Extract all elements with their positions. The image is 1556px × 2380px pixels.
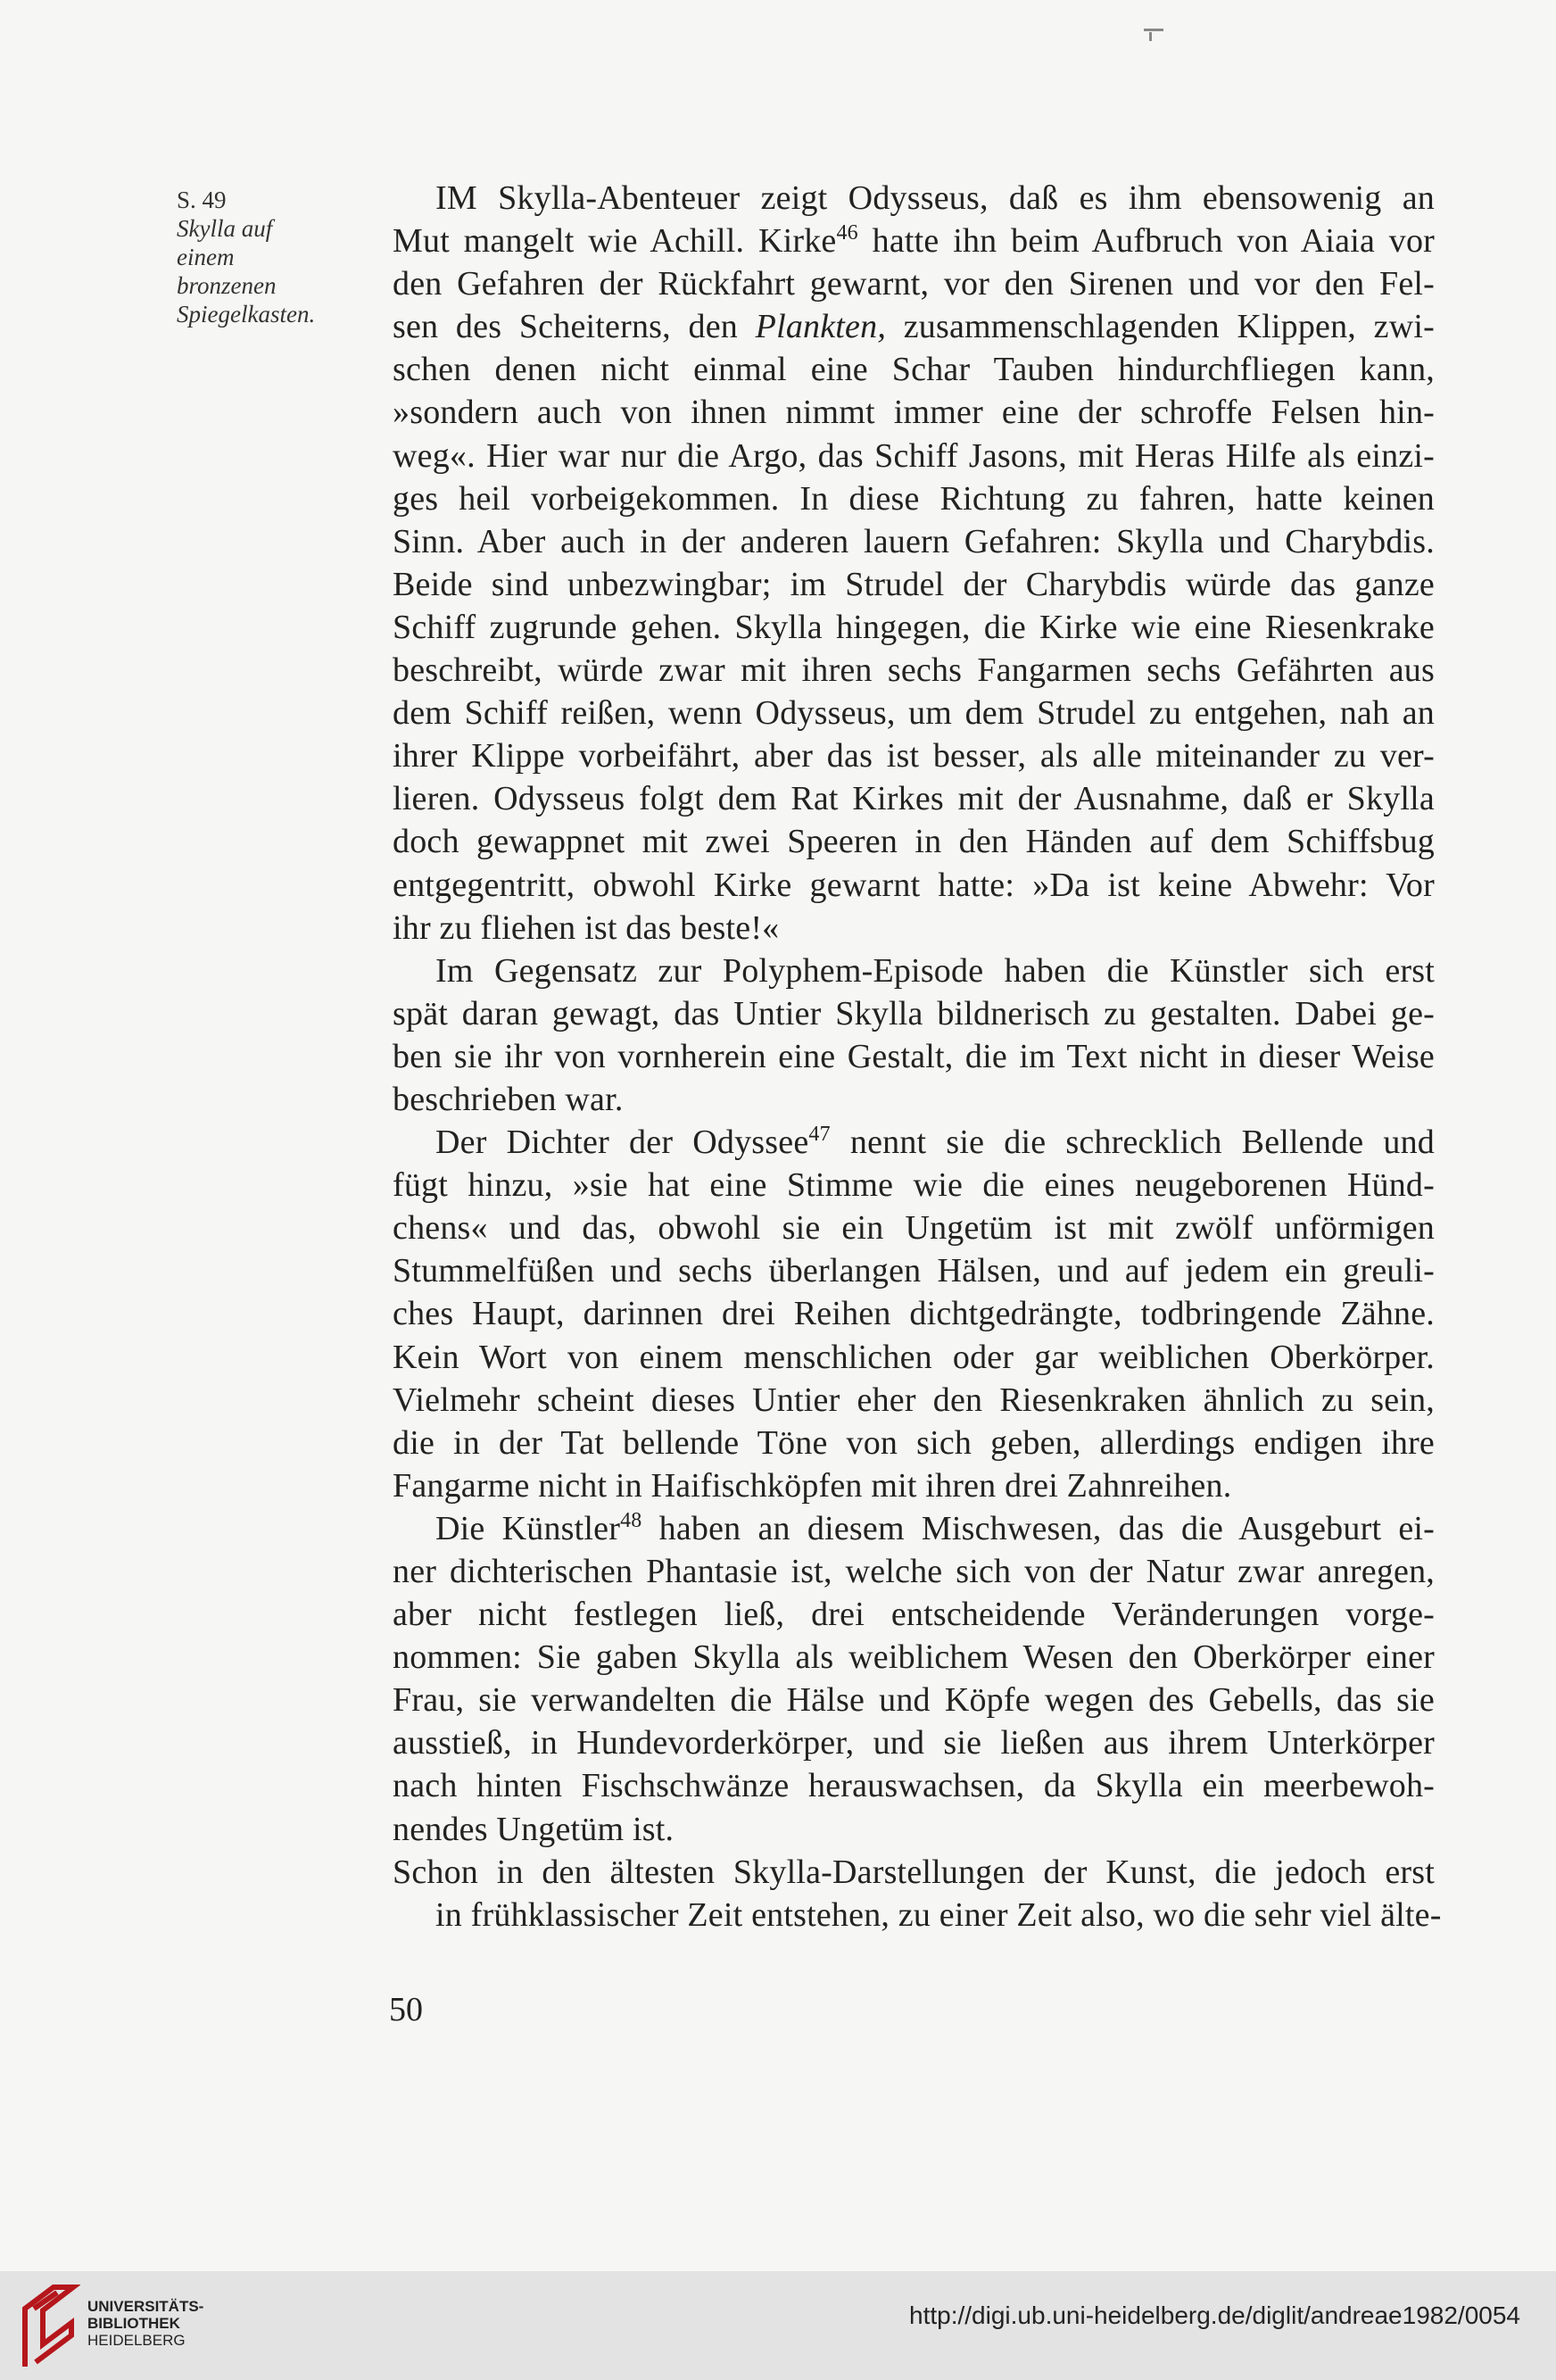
text-segment: nach hinten Fischschwänze herauswachsen, da Skylla ein meerbewoh- — [393, 1767, 1435, 1805]
text-segment: chens« und das, obwohl sie ein Ungetüm ist mit zwölf unförmigen — [393, 1209, 1435, 1248]
text-segment: die in der Tat bellende Töne von sich geben, allerdings endigen ihre — [393, 1423, 1435, 1462]
text-line — [393, 348, 1435, 391]
text-line — [393, 1379, 1435, 1422]
margin-note-line: S. 49 — [177, 187, 227, 213]
text-line — [393, 520, 1435, 563]
text-segment: in frühklassischer Zeit entstehen, zu einer Zeit also, wo die sehr viel älte- — [435, 1895, 1442, 1934]
text-segment: Beide sind unbezwingbar; im Strudel der Charybdis würde das ganze — [393, 565, 1435, 603]
text-line — [393, 177, 1435, 220]
text-line — [393, 1851, 1435, 1894]
text-line — [393, 907, 1435, 950]
footnote-reference: 47 — [808, 1123, 831, 1147]
text-segment: »sondern auch von ihnen nimmt immer eine der schroffe Felsen hin- — [393, 394, 1435, 432]
footnote-reference: 48 — [620, 1508, 642, 1532]
text-line — [393, 1164, 1435, 1207]
text-line — [393, 1035, 1435, 1078]
text-segment: spät daran gewagt, das Untier Skylla bildnerisch zu gestalten. Dabei ge- — [393, 994, 1435, 1032]
text-line — [393, 950, 1435, 992]
text-line — [393, 391, 1435, 434]
margin-note — [177, 186, 355, 328]
text-segment: doch gewappnet mit zwei Speeren in den Händen auf dem Schiffsbug — [393, 823, 1435, 861]
text-line — [393, 1679, 1435, 1721]
text-line — [393, 734, 1435, 777]
body-text — [393, 177, 1442, 1936]
text-segment: Frau, sie verwandelten die Hälse und Köpfe wegen des Gebells, das sie — [393, 1681, 1435, 1720]
text-line — [393, 692, 1435, 734]
library-name-line: BIBLIOTHEK — [87, 2315, 180, 2332]
text-line — [393, 1593, 1435, 1636]
text-line — [393, 1422, 1435, 1464]
text-line — [393, 435, 1435, 477]
text-segment: den Gefahren der Rückfahrt gewarnt, vor den Sirenen und vor den Fel- — [393, 265, 1435, 303]
text-segment: beschrieben war. — [393, 1080, 624, 1118]
text-segment: ihrer Klippe vorbeifährt, aber das ist besser, als alle miteinander zu ver- — [393, 737, 1435, 775]
digitization-footer — [0, 2271, 1556, 2380]
text-segment: Mut mangelt wie Achill. Kirke — [393, 222, 837, 261]
library-name-line: UNIVERSITÄTS- — [87, 2298, 204, 2315]
text-segment: nennt sie die schrecklich Bellende und — [849, 1124, 1435, 1162]
text-line — [393, 1249, 1435, 1292]
text-line — [393, 820, 1435, 863]
text-line — [393, 305, 1435, 348]
text-line — [393, 1336, 1435, 1379]
text-segment: ben sie ihr von vornherein eine Gestalt, die im Text nicht in dieser Weise — [393, 1037, 1435, 1075]
scan-speck — [1144, 29, 1163, 31]
text-line — [393, 262, 1435, 305]
scan-speck — [1149, 32, 1152, 41]
text-segment: aber nicht festlegen ließ, drei entscheidende Veränderungen vorge- — [393, 1596, 1435, 1634]
text-line — [393, 1292, 1435, 1335]
text-segment: Vielmehr scheint dieses Untier eher den Riesenkraken ähnlich zu sein, — [393, 1381, 1435, 1419]
text-segment: beschreibt, würde zwar mit ihren sechs Fangarmen sechs Gefährten aus — [393, 651, 1435, 690]
text-line — [393, 1078, 1435, 1121]
text-segment: ges heil vorbeigekommen. In diese Richtung zu fahren, hatte keinen — [393, 479, 1435, 518]
margin-note-line: bronzenen — [177, 272, 277, 299]
text-segment: ihr zu fliehen ist das beste!« — [393, 908, 780, 947]
text-line — [393, 1764, 1435, 1807]
text-segment: Schon in den ältesten Skylla-Darstellungen der Kunst, die jedoch erst — [393, 1853, 1435, 1891]
permalink-url[interactable]: http://digi.ub.uni-heidelberg.de/diglit/andreae1982/0054 — [909, 2301, 1520, 2329]
text-segment: fügt hinzu, »sie hat eine Stimme wie die eines neugeborenen Hünd- — [393, 1166, 1435, 1205]
text-segment: ner dichterischen Phantasie ist, welche sich von der Natur zwar anregen, — [393, 1553, 1435, 1590]
text-line — [393, 1121, 1435, 1164]
text-line — [393, 220, 1435, 262]
text-line — [393, 1721, 1435, 1764]
margin-note-line: Spiegelkasten. — [177, 301, 316, 328]
text-line — [393, 477, 1435, 520]
text-segment: ches Haupt, darinnen drei Reihen dichtgedrängte, todbringende Zähne. — [393, 1295, 1435, 1333]
text-line — [393, 1464, 1435, 1507]
text-segment: dem Schiff reißen, wenn Odysseus, um dem Strudel zu entgehen, nah an — [393, 694, 1435, 733]
text-segment: weg«. Hier war nur die Argo, das Schiff Jasons, mit Heras Hilfe als einzi- — [393, 436, 1435, 475]
text-segment: sen des Scheiterns, den — [393, 308, 756, 346]
text-segment: Im Gegensatz zur Polyphem-Episode haben die Künstler sich erst — [435, 951, 1435, 990]
text-line — [393, 1550, 1435, 1593]
text-segment: lieren. Odysseus folgt dem Rat Kirkes mit der Ausnahme, daß er Skylla — [393, 780, 1435, 818]
text-segment: Sinn. Aber auch in der anderen lauern Gefahren: Skylla und Charybdis. — [393, 522, 1435, 560]
text-segment: hatte ihn beim Aufbruch von Aiaia vor — [872, 222, 1436, 261]
text-segment: haben an diesem Mischwesen, das die Ausgeburt ei- — [658, 1509, 1436, 1547]
text-segment: zusammenschlagenden Klippen, zwi- — [886, 308, 1436, 346]
text-line — [393, 1808, 1435, 1851]
text-segment: Stummelfüßen und sechs überlangen Hälsen, und auf jedem ein greuli- — [393, 1252, 1435, 1290]
margin-note-line: einem — [177, 244, 235, 270]
text-line — [393, 649, 1435, 692]
library-name-line: HEIDELBERG — [87, 2332, 186, 2349]
text-line — [393, 992, 1435, 1035]
text-line — [393, 1636, 1435, 1679]
text-segment: schen denen nicht einmal eine Schar Tauben hindurchfliegen kann, — [393, 351, 1435, 389]
text-segment: Plankten, — [755, 308, 887, 346]
text-segment: Die Künstler — [435, 1509, 621, 1547]
text-segment: ausstieß, in Hundevorderkörper, und sie ließen aus ihrem Unterkörper — [393, 1724, 1435, 1762]
text-segment: entgegentritt, obwohl Kirke gewarnt hatte: »Da ist keine Abwehr: Vor — [393, 866, 1435, 904]
text-line — [393, 606, 1435, 649]
text-line — [393, 777, 1435, 820]
margin-note-line: Skylla auf — [177, 215, 273, 242]
text-segment: IM Skylla-Abenteuer zeigt Odysseus, daß es ihm ebensowenig an — [435, 179, 1435, 217]
text-line — [393, 1207, 1435, 1249]
text-line — [393, 1507, 1435, 1550]
text-segment: Der Dichter der Odyssee — [435, 1124, 809, 1162]
page-number: 50 — [389, 1991, 423, 2028]
footnote-reference: 46 — [836, 221, 858, 245]
text-segment: nommen: Sie gaben Skylla als weiblichem Wesen den Oberkörper einer — [393, 1638, 1435, 1677]
text-line — [393, 1894, 1442, 1936]
text-segment: nendes Ungetüm ist. — [393, 1810, 675, 1848]
library-name — [87, 2298, 203, 2349]
text-segment: Kein Wort von einem menschlichen oder gar weiblichen Oberkörper. — [393, 1338, 1435, 1376]
library-logo-icon — [18, 2282, 80, 2376]
text-segment: Fangarme nicht in Haifischköpfen mit ihren drei Zahnreihen. — [393, 1466, 1232, 1505]
text-line — [393, 563, 1435, 606]
text-segment: Schiff zugrunde gehen. Skylla hingegen, die Kirke wie eine Riesenkrake — [393, 608, 1435, 646]
text-line — [393, 864, 1435, 907]
